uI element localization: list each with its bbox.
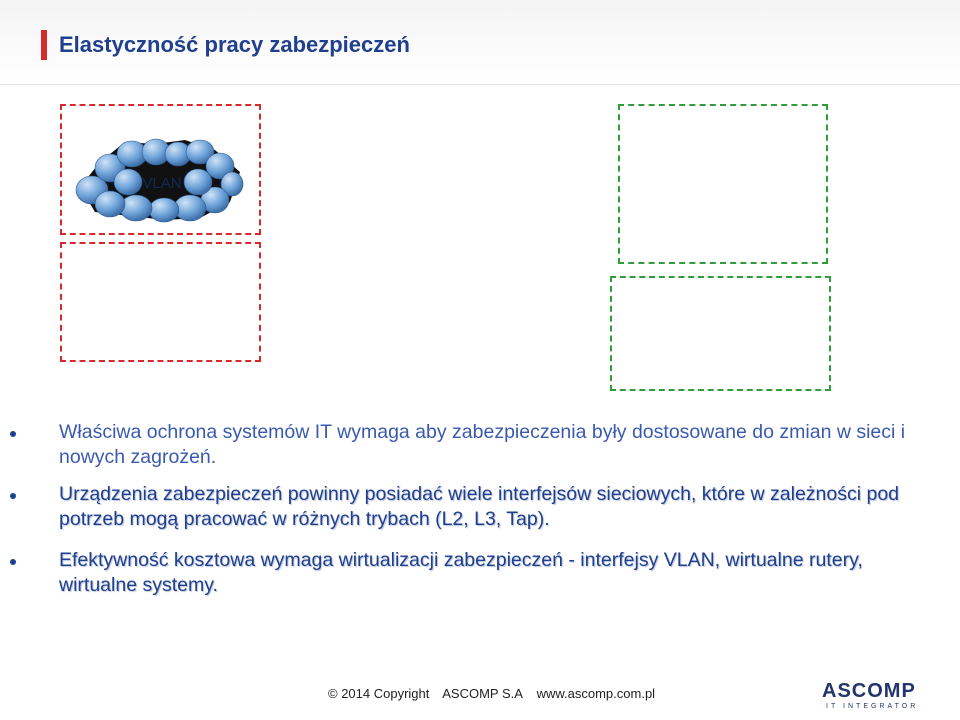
ascomp-logo <box>822 680 920 714</box>
green-dashed-box-bottom <box>610 276 831 391</box>
green-dashed-box-top <box>618 104 828 264</box>
vlan-cloud-icon <box>70 132 250 224</box>
bullet-text-3: Efektywność kosztowa wymaga wirtualizacji zabezpieczeń - interfejsy VLAN, wirtualne rutery, wirtualne systemy. <box>59 549 863 596</box>
red-dashed-box-bottom <box>60 242 261 362</box>
footer-company: ASCOMP S.A <box>442 686 523 701</box>
vlan-cloud-label: VLAN <box>142 175 182 192</box>
bullet-dot-3 <box>10 559 16 565</box>
bullet-dot-2 <box>10 493 16 499</box>
bullet-dot-1 <box>10 431 16 437</box>
footer-copyright: © 2014 Copyright <box>328 686 430 701</box>
footer <box>328 684 665 704</box>
bullet-text-1: Właściwa ochrona systemów IT wymaga aby zabezpieczenia były dostosowane do zmian w sieci i nowych zagrożeń. <box>59 421 906 468</box>
logo-sub-text: IT INTEGRATOR <box>826 703 919 710</box>
slide-title: Elastyczność pracy zabezpieczeń <box>59 32 410 57</box>
footer-website[interactable]: www.ascomp.com.pl <box>536 686 656 701</box>
logo-main-text: ASCOMP <box>822 680 916 702</box>
bullet-text-2: Urządzenia zabezpieczeń powinny posiadać wiele interfejsów sieciowych, które w zależności pod potrzeb mogą pracować w różnych trybach (L2, L3, Tap). <box>59 483 900 530</box>
title-accent-bar <box>41 30 47 60</box>
